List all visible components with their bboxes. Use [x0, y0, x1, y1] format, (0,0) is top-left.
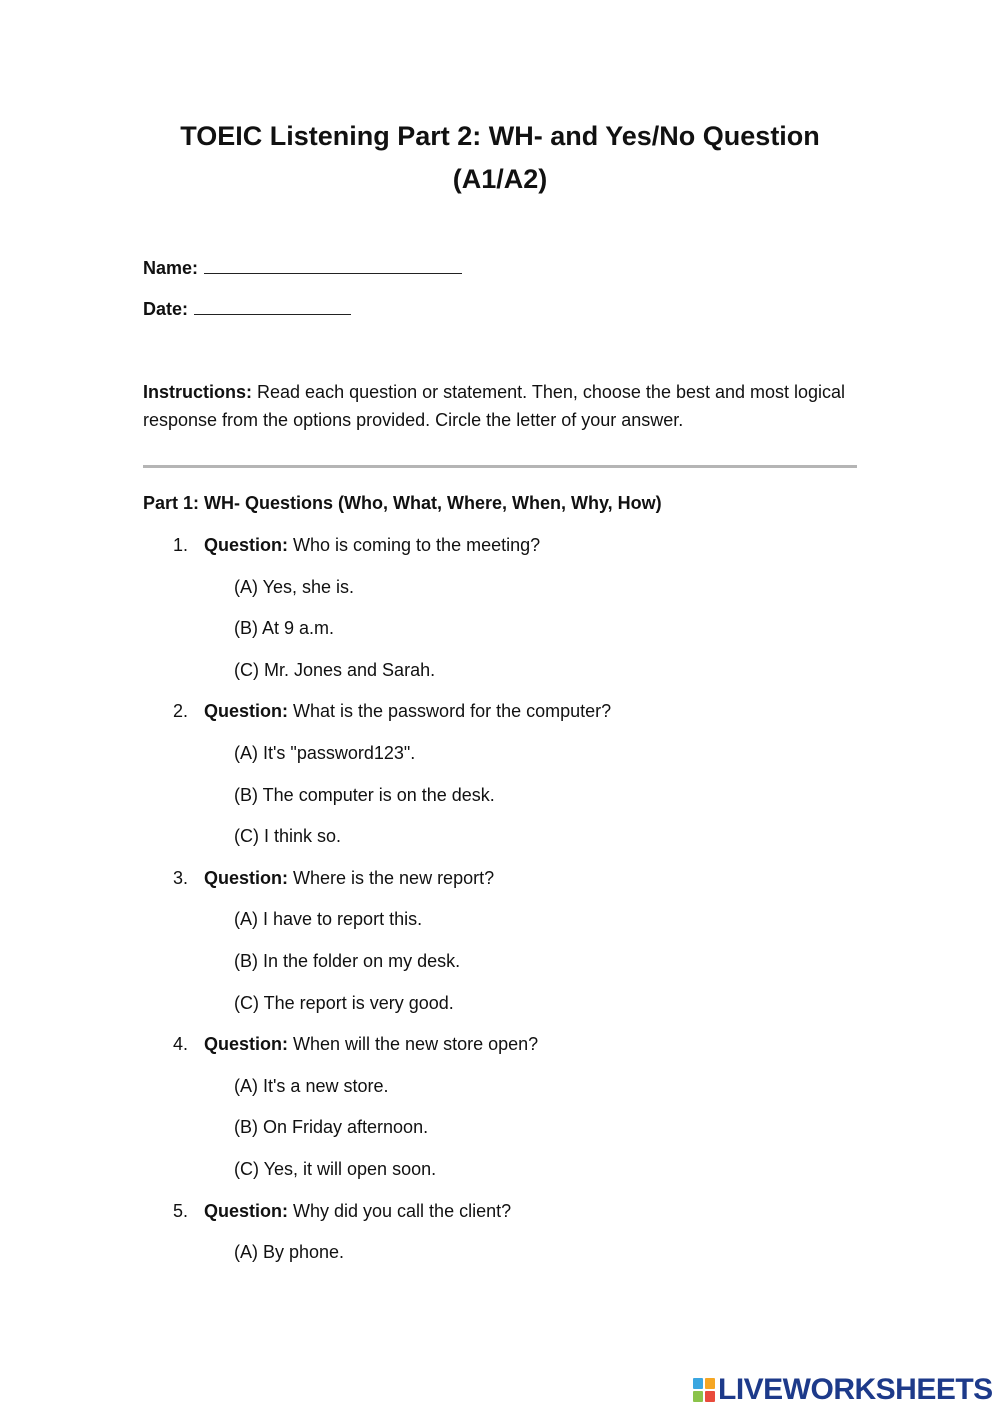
answer-option-text: (A) I have to report this.	[234, 909, 423, 930]
answer-option[interactable]	[143, 615, 857, 657]
answer-option-text: (B) At 9 a.m.	[234, 618, 335, 639]
answer-option-text: (A) It's a new store.	[234, 1075, 389, 1096]
logo-square	[705, 1378, 715, 1389]
question-item	[143, 698, 857, 740]
divider	[143, 465, 857, 468]
date-field	[143, 297, 351, 321]
title-line-2: (A1/A2)	[452, 164, 548, 194]
question-text	[204, 1031, 538, 1057]
answer-option-text: (C) The report is very good.	[234, 992, 454, 1013]
question-text	[204, 698, 611, 724]
question-text	[204, 865, 494, 891]
liveworksheets-logo	[693, 1374, 993, 1406]
title-line-1: TOEIC Listening Part 2: WH- and Yes/No Question	[180, 121, 820, 151]
question-label: Question:	[204, 701, 288, 722]
question-item	[143, 1031, 857, 1073]
answer-option[interactable]	[143, 782, 857, 824]
section-heading: Part 1: WH- Questions (Who, What, Where, When, Why, How)	[143, 493, 662, 513]
logo-square	[693, 1378, 703, 1389]
answer-option[interactable]	[143, 740, 857, 782]
question-body: When will the new store open?	[288, 1034, 539, 1055]
name-label: Name:	[143, 258, 199, 278]
question-label: Question:	[204, 1034, 288, 1055]
instructions	[143, 378, 863, 434]
question-text	[204, 1198, 511, 1224]
answer-option[interactable]	[143, 1239, 857, 1281]
answer-option[interactable]	[143, 823, 857, 865]
question-body: Why did you call the client?	[288, 1200, 512, 1221]
question-number: 3.	[173, 867, 189, 888]
logo-square	[705, 1391, 715, 1402]
question-body: What is the password for the computer?	[288, 701, 612, 722]
answer-option-text: (A) Yes, she is.	[234, 576, 355, 597]
date-blank-line[interactable]	[194, 298, 351, 315]
question-number: 5.	[173, 1200, 189, 1221]
answer-option[interactable]	[143, 1114, 857, 1156]
question-body: Where is the new report?	[288, 867, 495, 888]
answer-option-text: (B) In the folder on my desk.	[234, 950, 461, 971]
question-item	[143, 1198, 857, 1240]
instructions-label: Instructions:	[143, 382, 253, 402]
answer-option[interactable]	[143, 1073, 857, 1115]
answer-option-text: (A) By phone.	[234, 1242, 345, 1263]
name-blank-line[interactable]	[204, 257, 462, 274]
answer-option[interactable]	[143, 906, 857, 948]
question-label: Question:	[204, 867, 288, 888]
page-title	[100, 115, 900, 201]
logo-square	[693, 1391, 703, 1402]
question-number: 1.	[173, 535, 189, 555]
answer-option-text: (B) The computer is on the desk.	[234, 784, 495, 805]
question-number: 4.	[173, 1034, 189, 1055]
question-label: Question:	[204, 535, 288, 555]
logo-mark-icon	[693, 1378, 715, 1402]
answer-option[interactable]	[143, 990, 857, 1032]
question-number: 2.	[173, 701, 189, 722]
name-field	[143, 256, 462, 280]
answer-option-text: (C) Yes, it will open soon.	[234, 1158, 437, 1179]
question-text	[204, 532, 540, 558]
answer-option[interactable]	[143, 948, 857, 990]
answer-option[interactable]	[143, 657, 857, 699]
question-list	[143, 532, 857, 1281]
answer-option-text: (C) Mr. Jones and Sarah.	[234, 659, 436, 680]
question-label: Question:	[204, 1200, 288, 1221]
answer-option-text: (A) It's "password123".	[234, 742, 416, 763]
answer-option-text: (B) On Friday afternoon.	[234, 1117, 429, 1138]
answer-option-text: (C) I think so.	[234, 826, 342, 847]
instructions-text: Read each question or statement. Then, choose the best and most logical response from the options provided. Circle the letter of your answer.	[143, 382, 846, 430]
answer-option[interactable]	[143, 1156, 857, 1198]
answer-option[interactable]	[143, 574, 857, 616]
logo-text: LIVEWORKSHEETS	[718, 1373, 993, 1406]
date-label: Date:	[143, 299, 189, 319]
question-item	[143, 532, 857, 574]
question-item	[143, 865, 857, 907]
question-body: Who is coming to the meeting?	[288, 535, 541, 555]
